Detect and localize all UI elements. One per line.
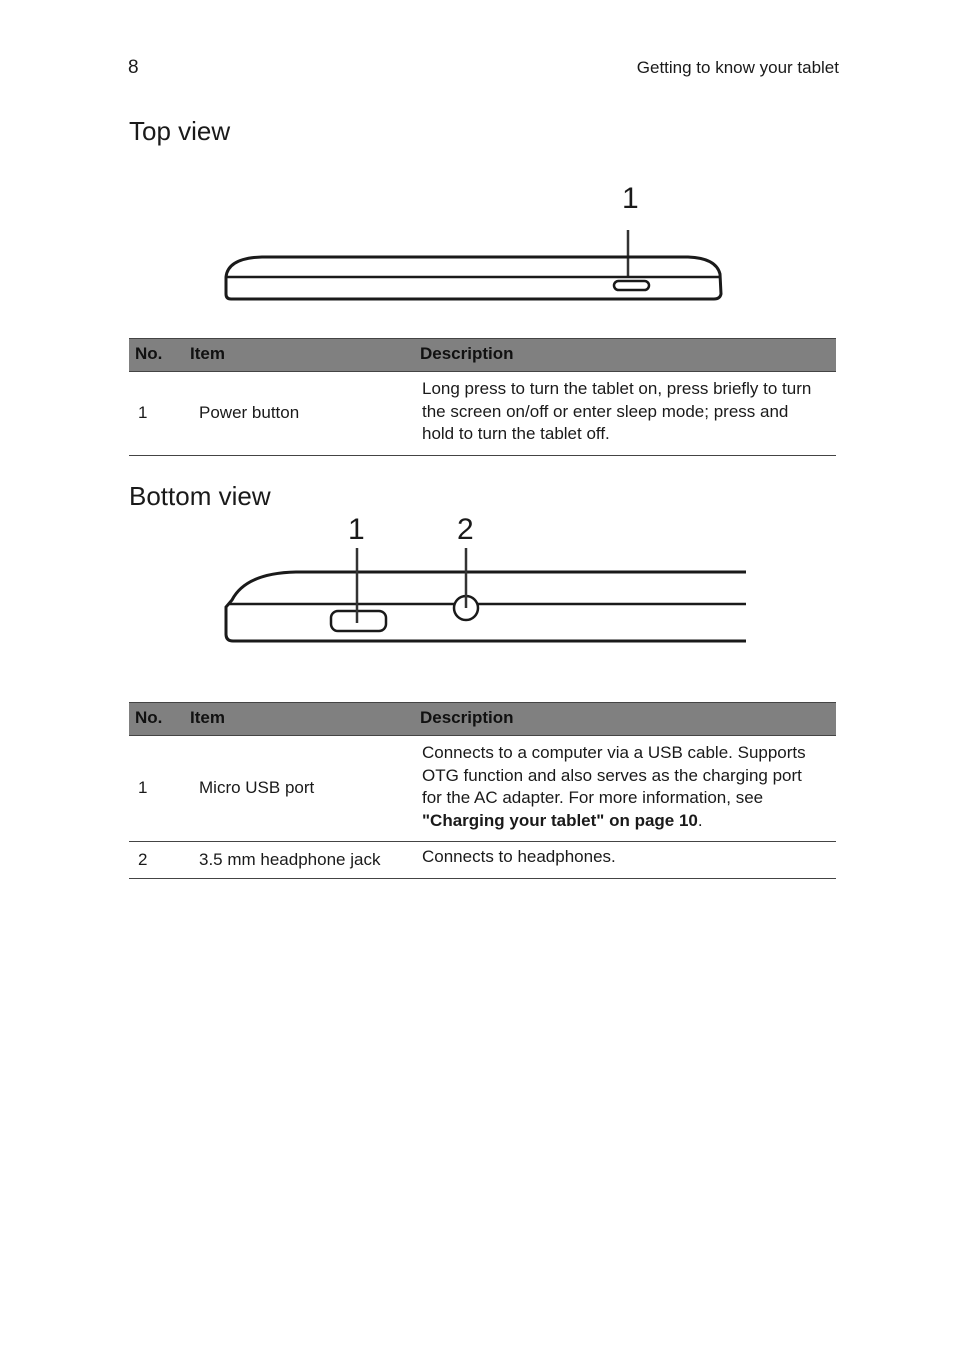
col-description: Description: [420, 703, 836, 736]
tablet-bottom-edge: [226, 572, 746, 641]
bottom-callout-2: 2: [457, 513, 474, 546]
top-callout-1: 1: [622, 182, 639, 215]
row-item: Micro USB port: [190, 736, 420, 842]
power-button-shape: [614, 281, 649, 290]
row-item: 3.5 mm headphone jack: [190, 842, 420, 879]
row-no: 1: [129, 372, 190, 456]
row-item: Power button: [190, 372, 420, 456]
top-view-diagram: [0, 170, 954, 310]
micro-usb-port-shape: [331, 611, 386, 631]
bottom-view-title: Bottom view: [129, 481, 271, 511]
row-description: [420, 736, 836, 842]
table-row: [129, 842, 836, 879]
table-row: [129, 372, 836, 456]
table-header-row: [129, 339, 836, 372]
col-no: No.: [129, 339, 190, 372]
row-description: Long press to turn the tablet on, press briefly to turn the screen on/off or enter sleep mode; press and hold to turn the tablet off.: [420, 372, 836, 456]
table-header-row: [129, 703, 836, 736]
table-row: [129, 736, 836, 842]
running-header: Getting to know your tablet: [636, 58, 839, 77]
description-text: Connects to a computer via a USB cable. Supports OTG function and also serves as the charging port for the AC adapter. For more information, see: [422, 743, 806, 807]
top-view-title: Top view: [129, 116, 231, 146]
description-end: .: [697, 810, 703, 830]
col-item: Item: [190, 339, 420, 372]
col-description: Description: [420, 339, 836, 372]
bottom-callout-1: 1: [348, 513, 365, 546]
top-view-table: [129, 338, 836, 456]
col-item: Item: [190, 703, 420, 736]
page-number: 8: [128, 57, 139, 78]
row-no: 2: [129, 842, 190, 879]
col-no: No.: [129, 703, 190, 736]
bottom-view-diagram: [0, 510, 954, 650]
row-description: Connects to headphones.: [420, 842, 836, 879]
row-no: 1: [129, 736, 190, 842]
cross-reference-link[interactable]: "Charging your tablet" on page 10: [422, 810, 698, 830]
bottom-view-table: [129, 702, 836, 879]
